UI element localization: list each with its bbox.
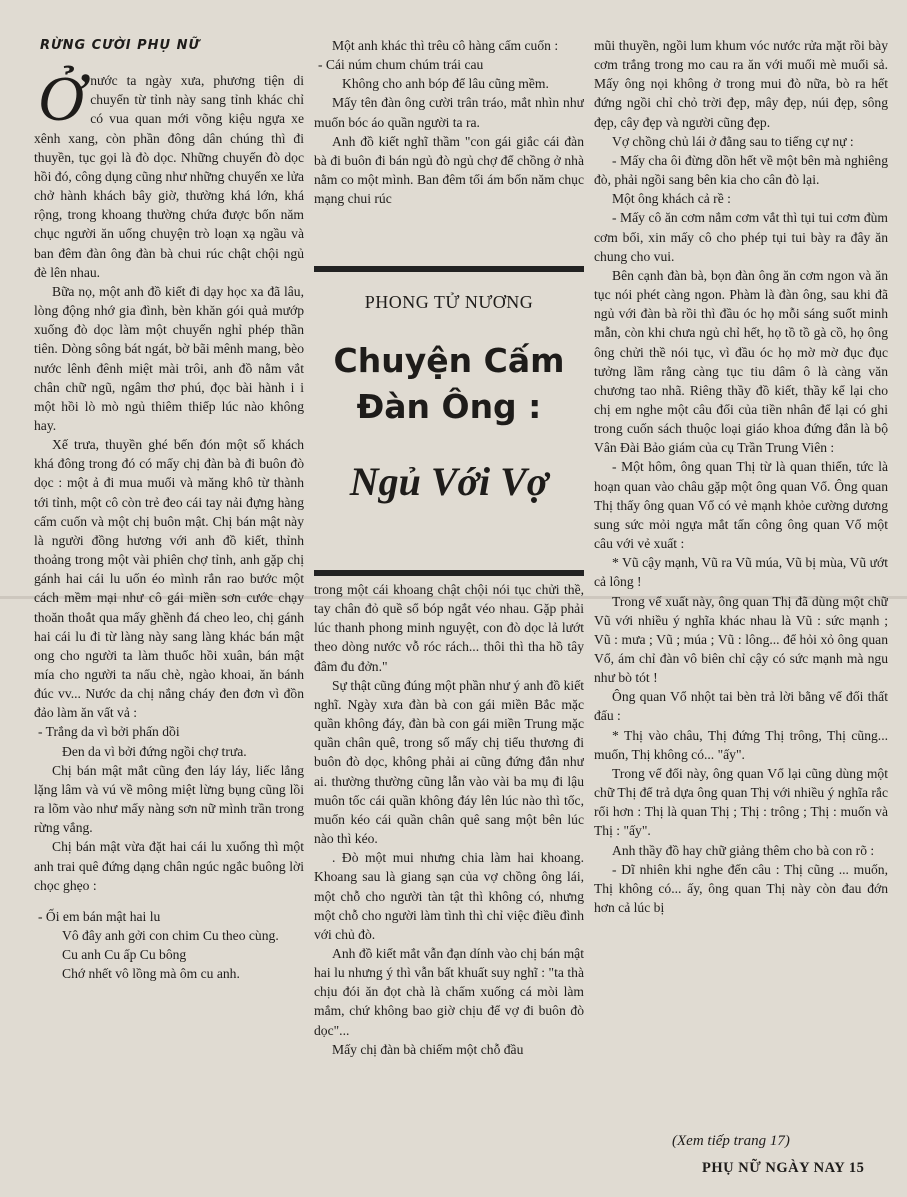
verse-line: Đen da vì bởi đứng ngồi chợ trưa. bbox=[62, 743, 247, 759]
paragraph: Một anh khác thì trêu cô hàng cấm cuốn : bbox=[332, 38, 559, 53]
paragraph: - Một hôm, ông quan Thị từ là quan thiến, tức là hoạn quan vào châu gặp một ông quan Vổ. Ông quan Thị thấy ông quan Vổ có vẻ mạnh khỏe cường dương sung sức mỏi ngựa mắt tấn công ông quan Vổ một câu với vẻ xuất : bbox=[594, 459, 888, 552]
paragraph: Chị bán mật mắt cũng đen láy láy, liếc lẳng lặng lâm và vú về mông miệt lừng bụng cũng lồi ra lõm vào như mấy nàng sơn nữ mình trần trong rừng vắng. bbox=[34, 762, 304, 836]
paragraph: - Dĩ nhiên khi nghe đến câu : Thị cũng ... muốn, Thị không có... ấy, ông quan Thị này còn đau đớn hơn cả lúc bị bbox=[594, 861, 888, 916]
headline-subtitle: Ngủ Với Vợ bbox=[349, 459, 549, 504]
headline-line-1: Chuyện Cấm bbox=[333, 341, 565, 380]
column-2-top bbox=[314, 36, 584, 246]
column-2-bottom bbox=[314, 580, 584, 1180]
rule-top bbox=[314, 266, 584, 272]
continued-note: (Xem tiếp trang 17) bbox=[672, 1133, 790, 1149]
article-title-box bbox=[314, 264, 584, 578]
paragraph: Bên cạnh đàn bà, bọn đàn ông ăn cơm ngon và ăn tục nói phét càng ngon. Phàm là đàn ông, sau khi đã ngủ với đàn bà rồi thì đầu óc họ mỗi sáng suốt minh mẫn, còn khi chưa ngủ chỉ hết, họ tồ tồ gà cồ, họ ông ông chửi thề nói tục, vì đầu óc họ mờ mờ đục đục tưởng lầm rằng càng tục tiu dâm ô là càng văn chương tao nhã. Riêng thầy đồ kiết, thầy kể lại cho chị em nghe một câu đối của tiền nhân để lại có ghi trong cuốn sách thuộc loại giáo khoa đứng đắn là bộ Vân Đài Bảo giám của cụ Trần Trung Viên : bbox=[594, 267, 888, 456]
verse-line: - Trắng da vì bởi phấn dồi bbox=[38, 724, 180, 740]
verse-line: - Ối em bán mật hai lu bbox=[38, 908, 161, 924]
paragraph: Trong vế xuất này, ông quan Thị đã dùng một chữ Vũ với nhiều ý nghĩa khác nhau là Vũ : sức mạnh ; Vũ : mưa ; Vũ ; múa ; Vũ : lông... để hỏi xỏ ông quan Vổ, ám chỉ đàn vô biên chỉ cậy có sức mạnh mà ngu như bò tót ! bbox=[594, 593, 888, 686]
author-name: PHONG TỬ NƯƠNG bbox=[364, 292, 534, 312]
paragraph bbox=[34, 63, 304, 282]
quote-line: * Vũ cậy mạnh, Vũ ra Vũ múa, Vũ bị mùa, Vũ ướt cả lông ! bbox=[594, 555, 888, 590]
column-3 bbox=[594, 36, 888, 1132]
paragraph: Mấy tên đàn ông cười trân tráo, mắt nhìn như muốn bóc áo quần người ta ra. bbox=[314, 95, 584, 130]
verse-line: - Cái núm chum chúm trái cau bbox=[318, 57, 484, 73]
paragraph: trong một cái khoang chật chội nói tục chửi thề, tay chân đỏ quề sổ bóp ngắt véo nhau. Gặp phải lúc thanh phong minh nguyệt, con đò dọc lả lướt theo dòng nước vỗ róc rách... thôi thì tha hồ tây đâm đu đởn." bbox=[314, 582, 584, 674]
verse-line: Cu anh Cu ấp Cu bông bbox=[62, 947, 187, 963]
paragraph: Ông quan Vổ nhột tai bèn trả lời bằng vế đối thất đấu : bbox=[594, 689, 888, 724]
paragraph: mũi thuyền, ngồi lum khum vóc nước rửa mặt rồi bày cơm trắng trong mo cau ra ăn với muối mè muối sả. Mấy ông nọi không ở trong mui đò nữa, bò ra hết đứng ngồi chỉ chỏ trời đẹp, mây đẹp, núi đẹp, sông đẹp, cây đẹp và người cũng đẹp. bbox=[594, 38, 888, 130]
paragraph: Bữa nọ, một anh đồ kiết đi dạy học xa đã lâu, lòng động nhớ gia đình, bèn khăn gói quả mướp xuống đò dọc làm một chuyến nghỉ phép thần tiên. Dòng sông bát ngát, bờ bãi mênh mang, bèo nước lênh đênh miệt mài trôi, anh đồ nằm vắt chân chữ ngũ, ngâm thơ phú, đọc bài hành i i một hồi lò mò ngủ thiêm thiếp lúc nào không hay. bbox=[34, 283, 304, 433]
paragraph: Anh thầy đồ hay chữ giảng thêm cho bà con rõ : bbox=[612, 842, 875, 858]
paragraph: - Mấy cô ăn cơm nắm cơm vắt thì tụi tui cơm đùm cơm bối, xin mấy cô cho phép tụi tui bày ra đây ăn chung cho vui. bbox=[594, 210, 888, 264]
paragraph: Chị bán mật vừa đặt hai cái lu xuống thì một anh trai quê đứng dạng chân ngúc ngắc buông lời chọc ghẹo : bbox=[34, 839, 304, 893]
paragraph: Mấy chị đàn bà chiếm một chỗ đầu bbox=[332, 1041, 524, 1057]
paragraph: Vợ chồng chủ lái ở đằng sau to tiếng cự nự : bbox=[612, 133, 854, 149]
paragraph: . Đò một mui nhưng chia làm hai khoang. Khoang sau là giang sạn của vợ chồng ông lái, một chỗ cho người tàn tật thì không có, nhưng một chỗ cho người làm tình thì chỉ việc điều đình với chủ đò. bbox=[314, 850, 584, 942]
verse-line: Không cho anh bóp để lâu cũng mềm. bbox=[342, 76, 549, 92]
verse-line: Chớ nhết vô lồng mà ôm cu anh. bbox=[62, 966, 240, 982]
paragraph: - Mấy cha ôi đừng dồn hết về một bên mà nghiêng đò, phải ngồi sang bên kia cho cân đò lại. bbox=[594, 152, 888, 188]
headline bbox=[314, 338, 584, 430]
rule-bottom bbox=[314, 570, 584, 576]
section-kicker: RỪNG CƯỜI PHỤ NỮ bbox=[40, 38, 201, 53]
paragraph: Trong vế đối này, ông quan Vổ lại cũng dùng một chữ Thị để trả dựa ông quan Thị với nhiều ý nghĩa rắc rối hơn : Thị là quan Thị ; Thị : trông ; Thị : muốn và Thị : "ấy". bbox=[594, 765, 888, 839]
column-1 bbox=[34, 36, 304, 1176]
page-footer: PHỤ NỮ NGÀY NAY 15 bbox=[702, 1160, 865, 1176]
paragraph: Anh đồ kiết nghĩ thầm "con gái giắc cái đàn bà đi buôn đi bán ngủ đò ngủ chợ để chồng ở nhà nằm co một mình. Ban đêm tối ám bốn năm chục mạng chui rúc bbox=[314, 133, 584, 207]
paragraph: Xế trưa, thuyền ghé bến đón một số khách khá đông trong đó có mấy chị đàn bà đi buôn đò dọc : một ả đi mua muối và măng khô từ thành tới tỉnh, một cô còn trẻ đeo cái tay nải đựng hàng cấm cuốn và một chị buôn mật. Chị bán mật này là người đồng hương với anh đồ kiết, thỉnh thoảng trong một vài phiên chợ tỉnh, anh gặp chị gánh hai cái lu uốn éo mình rắn rao bước một cách mềm mại như cô gái miền sơn cước chạy thoăn thoắt qua mấy ghềnh đá cheo leo, chị gánh hai cái lu đi từ làng này sang làng khác bán mật ong cho người ta làm thuốc hồi xuân, bán mật mía cho người ta nấu chè, ngào khoai, ăn bánh đúc vv... Nước da chị nắng cháy đen đơn vì đồn đảo làm ăn vất vả : bbox=[34, 437, 304, 721]
paragraph-text: nước ta ngày xưa, phương tiện di chuyển từ tỉnh này sang tỉnh khác chỉ có vua quan mới võng kiệu ngựa xe xênh xang, còn phần đông dân chúng thì đi thuyền, tục gọi là đò dọc. Những chuyến đò dọc hồi đó, công dụng cũng như những chuyến xe lửa chở hành khách bây giờ, thường khá lớn, khá rộng, trong khoang thường chứa được bốn năm chục người ăn uống chuyện trò loạn xạ ngầu và ban đêm đàn ông đàn bà chui rúc chật chội ngủ đè lên nhau. bbox=[34, 73, 304, 280]
paragraph: Một ông khách cả rề : bbox=[612, 191, 731, 207]
drop-cap: Ở bbox=[38, 63, 85, 135]
quote-line: * Thị vào châu, Thị đứng Thị trông, Thị cũng... muốn, Thị không có... "ấy". bbox=[594, 727, 888, 762]
paragraph: Anh đồ kiết mắt vẫn đạn dính vào chị bán mật hai lu nhưng ý thì vẫn bất khuất suy nghĩ : "ta thà chịu đói ăn đọt chà là chấm xuống cá mòi làm mắm, chứ không bao giờ chịu để vợ đi buôn đò dọc"... bbox=[314, 945, 584, 1038]
verse-line: Vô đây anh gởi con chim Cu theo cùng. bbox=[62, 928, 279, 944]
paragraph: Sự thật cũng đúng một phần như ý anh đồ kiết nghĩ. Ngày xưa đàn bà con gái miền Bắc mặc quần không đáy, đàn bà con gái miền Trung mặc quần chân quê, trong số mấy chị tiểu thương đi buôn đò dọc, không phải ai cũng đứng đắn như ai. thường thường cũng lẫn vào vài ba mụ đi lậu muôn tốc cái quần không đáy lên lúc nào thì tốc, muốn kéo cái quần chân quê sang một bên lúc nào thì kéo. bbox=[314, 677, 584, 847]
headline-line-2: Đàn Ông : bbox=[356, 387, 542, 426]
